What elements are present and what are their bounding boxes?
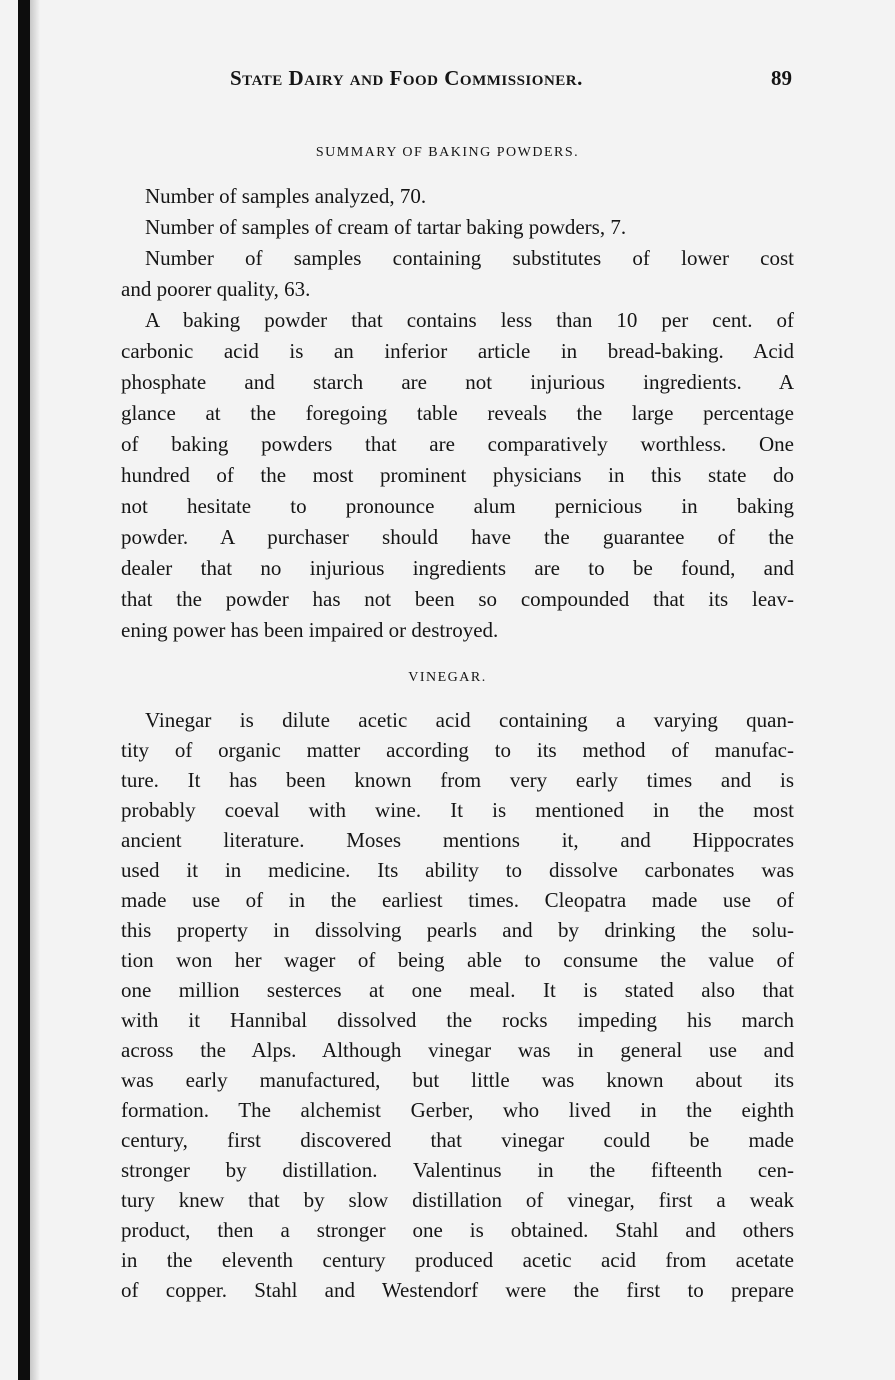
- vinegar-line: tity of organic matter according to its method of manufac-: [121, 738, 794, 762]
- summary-line: of baking powders that are comparatively worthless. One: [121, 432, 794, 456]
- vinegar-line: probably coeval with wine. It is mentioned in the most: [121, 798, 794, 822]
- summary-line: hundred of the most prominent physicians in this state do: [121, 463, 794, 487]
- summary-line: ening power has been impaired or destroyed.: [121, 618, 499, 642]
- summary-line: dealer that no injurious ingredients are to be found, and: [121, 556, 794, 580]
- running-title: State Dairy and Food Commissioner.: [230, 66, 583, 90]
- vinegar-line: with it Hannibal dissolved the rocks impeding his march: [121, 1008, 794, 1032]
- summary-line: powder. A purchaser should have the guarantee of the: [121, 525, 794, 549]
- running-head: [120, 66, 800, 96]
- page-number: 89: [771, 66, 792, 90]
- summary-line: and poorer quality, 63.: [121, 277, 311, 301]
- vinegar-line: tury knew that by slow distillation of vinegar, first a weak: [121, 1188, 794, 1212]
- vinegar-line: formation. The alchemist Gerber, who lived in the eighth: [121, 1098, 794, 1122]
- vinegar-heading: VINEGAR.: [408, 670, 487, 685]
- summary-line: not hesitate to pronounce alum pernicious in baking: [121, 494, 794, 518]
- summary-line: carbonic acid is an inferior article in bread-baking. Acid: [121, 339, 794, 363]
- page-binding-shadow: [30, 0, 40, 1380]
- vinegar-line: made use of in the earliest times. Cleopatra made use of: [121, 888, 794, 912]
- vinegar-line: across the Alps. Although vinegar was in general use and: [121, 1038, 794, 1062]
- vinegar-line: Vinegar is dilute acetic acid containing a varying quan-: [145, 708, 794, 732]
- vinegar-line: of copper. Stahl and Westendorf were the first to prepare: [121, 1278, 794, 1302]
- vinegar-line: used it in medicine. Its ability to dissolve carbonates was: [121, 858, 794, 882]
- summary-line: phosphate and starch are not injurious ingredients. A: [121, 370, 794, 394]
- summary-line: A baking powder that contains less than 10 per cent. of: [145, 308, 794, 332]
- summary-line: glance at the foregoing table reveals the large percentage: [121, 401, 794, 425]
- vinegar-line: this property in dissolving pearls and by drinking the solu-: [121, 918, 794, 942]
- vinegar-line: century, first discovered that vinegar could be made: [121, 1128, 794, 1152]
- summary-line: Number of samples analyzed, 70.: [145, 184, 427, 208]
- summary-line: that the powder has not been so compounded that its leav-: [121, 587, 794, 611]
- vinegar-line: was early manufactured, but little was known about its: [121, 1068, 794, 1092]
- vinegar-line: product, then a stronger one is obtained. Stahl and others: [121, 1218, 794, 1242]
- vinegar-line: ture. It has been known from very early times and is: [121, 768, 794, 792]
- summary-heading: SUMMARY OF BAKING POWDERS.: [315, 145, 580, 160]
- summary-line: Number of samples containing substitutes of lower cost: [145, 246, 794, 270]
- vinegar-line: one million sesterces at one meal. It is stated also that: [121, 978, 794, 1002]
- vinegar-line: stronger by distillation. Valentinus in the fifteenth cen-: [121, 1158, 794, 1182]
- vinegar-line: in the eleventh century produced acetic acid from acetate: [121, 1248, 794, 1272]
- page-binding-edge: [18, 0, 30, 1380]
- vinegar-line: tion won her wager of being able to consume the value of: [121, 948, 794, 972]
- vinegar-line: ancient literature. Moses mentions it, and Hippocrates: [121, 828, 794, 852]
- summary-line: Number of samples of cream of tartar baking powders, 7.: [145, 215, 627, 239]
